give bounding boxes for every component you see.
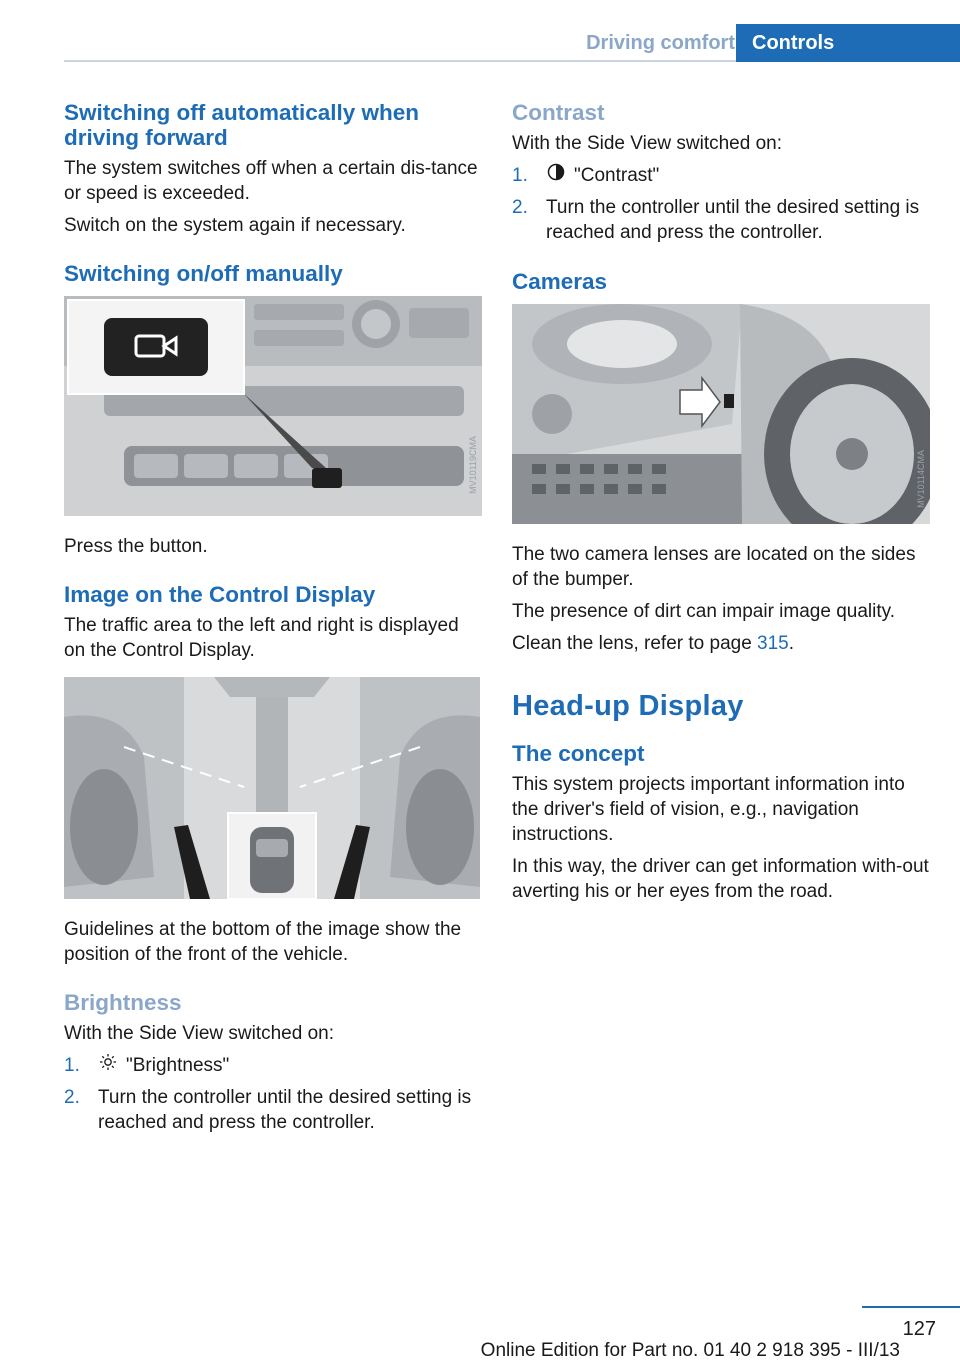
footer-rule	[862, 1306, 960, 1308]
paragraph-switch-on-again: Switch on the system again if necessary.	[64, 215, 406, 236]
left-column	[64, 100, 482, 1143]
heading-brightness: Brightness	[64, 990, 182, 1015]
figure-control-display-image	[64, 677, 480, 899]
contrast-steps	[512, 163, 932, 245]
paragraph-camera-lenses: The two camera lenses are located on the sides of the bumper.	[512, 544, 916, 590]
right-column	[512, 100, 932, 911]
header-chapter: Controls	[736, 24, 960, 62]
step-number: 1.	[64, 1055, 80, 1076]
heading-switching-manually: Switching on/off manually	[64, 261, 343, 286]
contrast-icon	[546, 163, 566, 188]
caption-press-button: Press the button.	[64, 536, 208, 557]
step-text: Turn the controller until the desired setting is reached and press the controller.	[98, 1087, 472, 1133]
sun-icon	[98, 1053, 118, 1078]
step-number: 2.	[64, 1087, 80, 1108]
figure-code: MV10114CMA	[916, 450, 926, 508]
paragraph-brightness-intro: With the Side View switched on:	[64, 1023, 335, 1044]
figure-side-view-button	[64, 296, 482, 516]
figure-code: MV10119CMA	[468, 436, 478, 494]
paragraph-traffic-area: The traffic area to the left and right is displayed on the Control Display.	[64, 615, 459, 661]
bumper-illustration	[512, 304, 930, 524]
paragraph-switch-off-distance: The system switches off when a certain dis-tance or speed is exceeded.	[64, 158, 478, 204]
heading-concept: The concept	[512, 741, 645, 766]
heading-head-up-display: Head-up Display	[512, 690, 744, 722]
step-text: Turn the controller until the desired setting is reached and press the controller.	[546, 197, 920, 243]
heading-switching-off-automatically: Switching off automatically when driving forward	[64, 100, 420, 150]
figure-camera-location	[512, 304, 930, 524]
list-item	[64, 1085, 482, 1135]
side-view-illustration	[64, 677, 480, 899]
page-link[interactable]: 315	[757, 633, 789, 654]
paragraph-dirt: The presence of dirt can impair image quality.	[512, 601, 895, 622]
header-section: Driving comfort	[586, 32, 735, 54]
paragraph-clean-lens: Clean the lens, refer to page 315.	[512, 633, 795, 654]
step-text: "Contrast"	[574, 165, 660, 186]
step-text: "Brightness"	[126, 1055, 230, 1076]
list-item	[512, 195, 932, 245]
footer-edition: Online Edition for Part no. 01 40 2 918 395 - III/13	[480, 1340, 900, 1361]
heading-image-control-display: Image on the Control Display	[64, 582, 376, 607]
brightness-steps	[64, 1053, 482, 1135]
paragraph-no-averting: In this way, the driver can get information with-out averting his or her eyes from the road.	[512, 856, 929, 902]
caption-guidelines: Guidelines at the bottom of the image show the position of the front of the vehicle.	[64, 919, 462, 965]
heading-contrast: Contrast	[512, 100, 605, 125]
list-item	[512, 163, 932, 188]
step-number: 1.	[512, 165, 528, 186]
paragraph-contrast-intro: With the Side View switched on:	[512, 133, 783, 154]
page-number: 127	[902, 1318, 936, 1340]
paragraph-concept: This system projects important information into the driver's field of vision, e.g., navigation instructions.	[512, 774, 905, 845]
heading-cameras: Cameras	[512, 269, 608, 294]
step-number: 2.	[512, 197, 528, 218]
console-illustration	[64, 296, 482, 516]
list-item	[64, 1053, 482, 1078]
